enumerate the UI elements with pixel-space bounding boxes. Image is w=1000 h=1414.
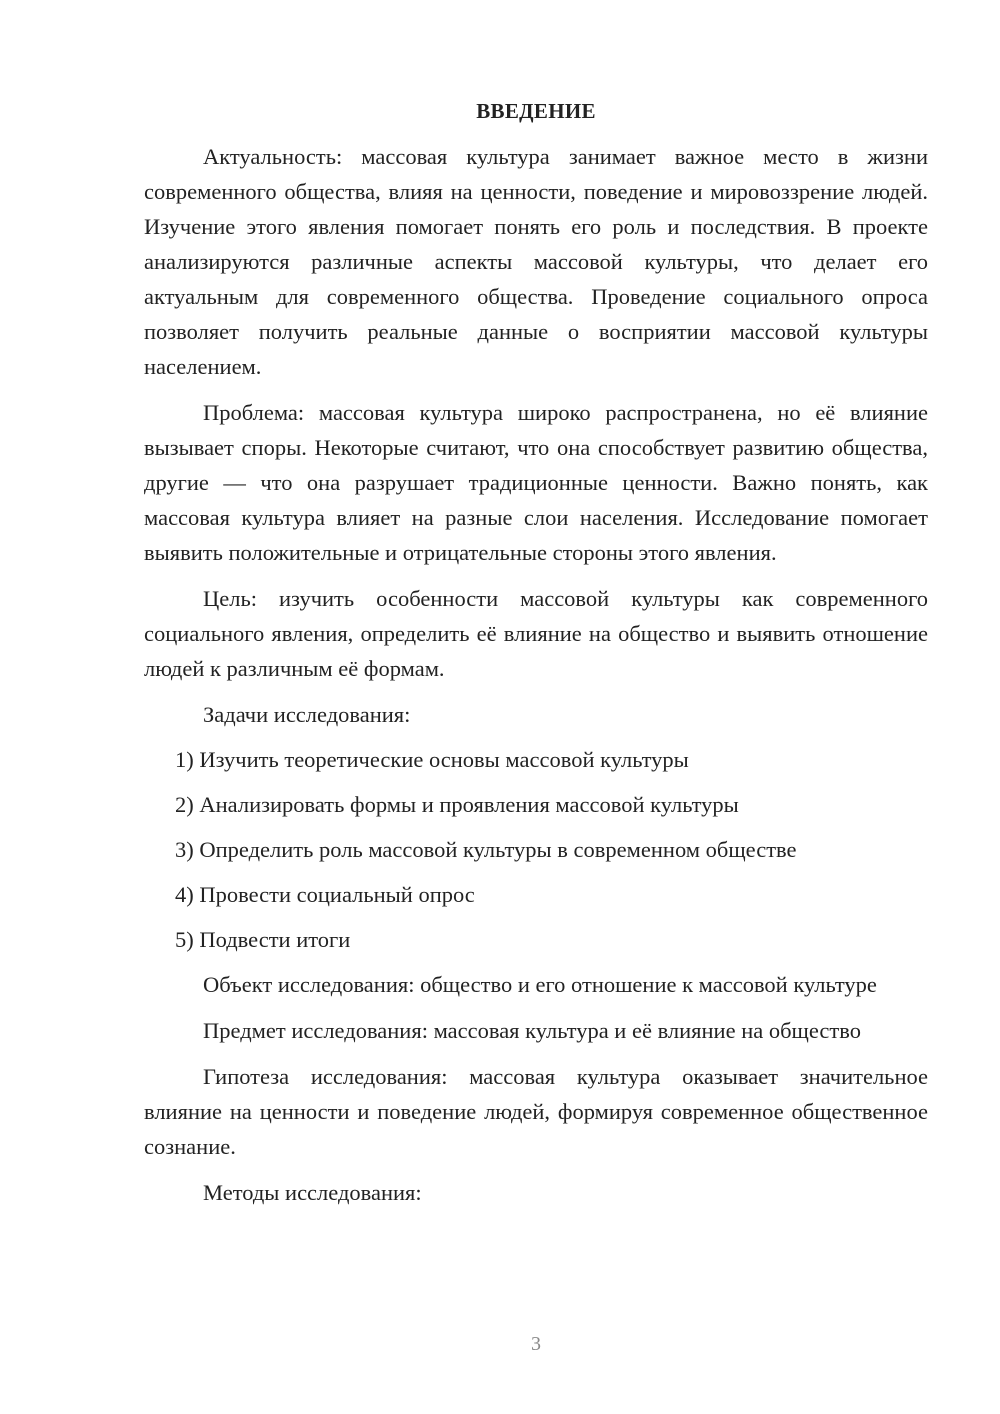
task-item: 3) Определить роль массовой культуры в современном обществе: [175, 837, 797, 862]
problem-paragraph: Проблема: массовая культура широко распространена, но её влияние вызывает споры. Некоторые считают, что она способствует развитию общества, другие — что она разрушает традиционные ценности. Важно понять, как массовая культура влияет на разные слои населения. Исследование помогает выявить положительные и отрицательные стороны этого явления.: [144, 400, 928, 565]
section-title: ВВЕДЕНИЕ: [476, 99, 596, 123]
tasks-list: [144, 742, 928, 957]
page-body: [144, 94, 928, 1210]
tasks-heading: Задачи исследования:: [203, 702, 411, 727]
methods-heading: Методы исследования:: [203, 1180, 422, 1205]
relevance-paragraph: Актуальность: массовая культура занимает важное место в жизни современного общества, влияя на ценности, поведение и мировоззрение людей. Изучение этого явления помогает понять его роль и последствия. В проекте анализируются различные аспекты массовой культуры, что делает его актуальным для современного общества. Проведение социального опроса позволяет получить реальные данные о восприятии массовой культуры населением.: [144, 144, 928, 379]
hypothesis-paragraph: Гипотеза исследования: массовая культура оказывает значительное влияние на ценности и поведение людей, формируя современное общественное сознание.: [144, 1064, 928, 1159]
task-item: 1) Изучить теоретические основы массовой культуры: [175, 747, 689, 772]
goal-paragraph: Цель: изучить особенности массовой культуры как современного социального явления, определить её влияние на общество и выявить отношение людей к различным её формам.: [144, 586, 928, 681]
task-item: 2) Анализировать формы и проявления массовой культуры: [175, 792, 739, 817]
task-item: 5) Подвести итоги: [175, 927, 351, 952]
task-item: 4) Провести социальный опрос: [175, 882, 475, 907]
object-paragraph: Объект исследования: общество и его отношение к массовой культуре: [203, 972, 877, 997]
page-number: 3: [531, 1333, 541, 1355]
subject-paragraph: Предмет исследования: массовая культура и её влияние на общество: [203, 1018, 861, 1043]
